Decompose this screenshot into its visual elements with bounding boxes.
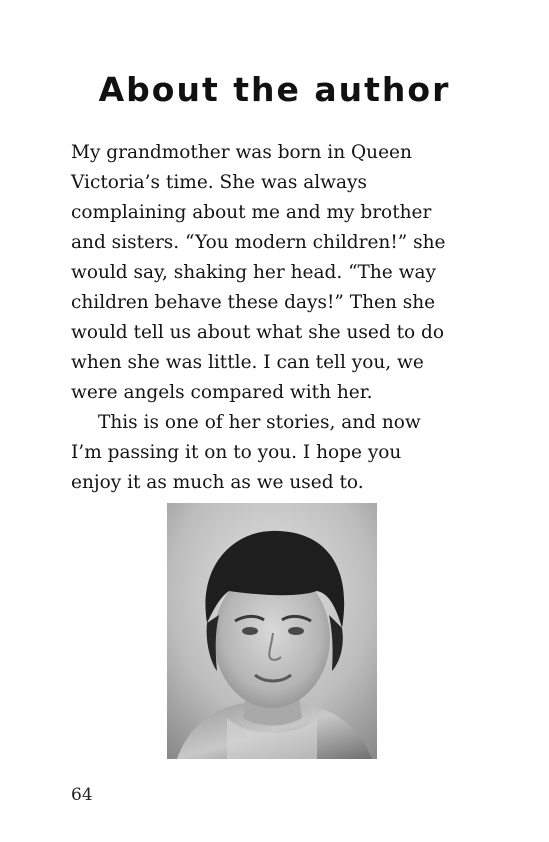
text-line: and sisters. “You modern children!” she: [71, 232, 446, 253]
text-line: enjoy it as much as we used to.: [71, 472, 364, 493]
text-line: would say, shaking her head. “The way: [71, 262, 436, 283]
text-line: would tell us about what she used to do: [71, 322, 444, 343]
text-line: complaining about me and my brother: [71, 202, 432, 223]
text-line: Victoria’s time. She was always: [71, 172, 367, 193]
text-line: were angels compared with her.: [71, 382, 373, 403]
author-bio-text: [71, 138, 491, 498]
paragraph-1: [71, 138, 491, 408]
paragraph-2: [71, 408, 491, 498]
text-line: when she was little. I can tell you, we: [71, 352, 424, 373]
text-line: My grandmother was born in Queen: [71, 142, 412, 163]
author-portrait-image: [167, 503, 377, 759]
author-photo: [167, 503, 377, 759]
text-line: I’m passing it on to you. I hope you: [71, 442, 402, 463]
text-line: This is one of her stories, and now: [98, 412, 421, 433]
page-number: 64: [71, 785, 93, 805]
page-title: About the author: [98, 70, 451, 109]
text-line: children behave these days!” Then she: [71, 292, 436, 313]
